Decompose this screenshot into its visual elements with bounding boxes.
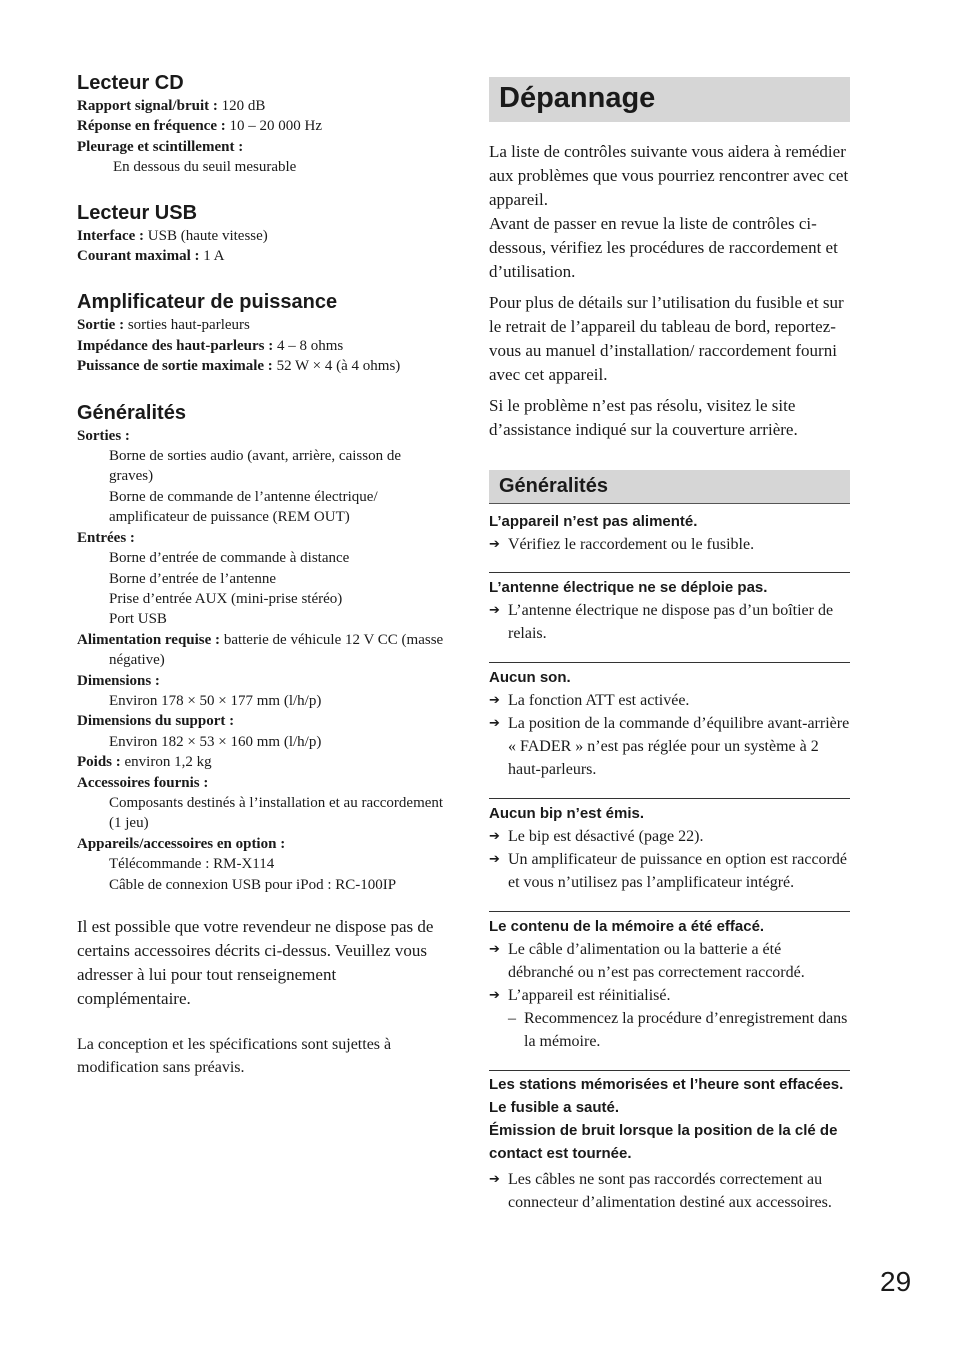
spec-label: Dimensions du support : bbox=[77, 713, 235, 730]
section-heading: Généralités bbox=[77, 401, 186, 424]
dash-bullet: – bbox=[508, 1010, 516, 1027]
troubleshooting-column bbox=[489, 77, 850, 1214]
section-header-general: Généralités bbox=[489, 470, 850, 504]
spec-label: Puissance de sortie maximale : bbox=[77, 358, 273, 375]
intro-paragraph: Si le problème n’est pas résolu, visitez le site d’assistance indiqué sur la couverture arrière. bbox=[489, 396, 798, 439]
solution-text: Le bip est désactivé (page 22). bbox=[508, 828, 704, 845]
design-change-note: La conception et les spécifications sont sujettes à modification sans préavis. bbox=[77, 1036, 392, 1076]
solution-text: Les câbles ne sont pas raccordés correctement au connecteur d’alimentation destiné aux accessoires. bbox=[508, 1171, 832, 1211]
spec-line bbox=[77, 752, 447, 772]
divider bbox=[489, 572, 850, 573]
section-heading: Amplificateur de puissance bbox=[77, 291, 338, 314]
spec-value: Télécommande : RM-X114 bbox=[109, 856, 275, 873]
spec-label: Poids : bbox=[77, 754, 121, 771]
arrow-icon: ➔ bbox=[489, 1172, 500, 1187]
problem-title: Aucun bip n’est émis. bbox=[489, 805, 645, 822]
solution-item bbox=[489, 1168, 850, 1214]
problem-title: Le fusible a sauté. bbox=[489, 1099, 620, 1116]
spec-value: Borne de sorties audio (avant, arrière, caisson de graves) bbox=[109, 448, 401, 485]
spec-label: Accessoires fournis : bbox=[77, 774, 209, 791]
section-heading: Lecteur CD bbox=[77, 72, 184, 94]
spec-label: Sorties : bbox=[77, 427, 130, 444]
problem-title: Les stations mémorisées et l’heure sont effacées. bbox=[489, 1076, 844, 1093]
problem-title: L’antenne électrique ne se déploie pas. bbox=[489, 579, 768, 596]
arrow-icon: ➔ bbox=[489, 852, 500, 867]
problem-block bbox=[489, 510, 850, 556]
solution-text: Vérifiez le raccordement ou le fusible. bbox=[508, 536, 755, 553]
arrow-icon: ➔ bbox=[489, 537, 500, 552]
spec-label: Alimentation requise : bbox=[77, 631, 221, 648]
solution-item bbox=[489, 533, 850, 556]
spec-label: Pleurage et scintillement : bbox=[77, 138, 244, 155]
spec-line bbox=[77, 137, 447, 157]
intro bbox=[489, 140, 850, 442]
spec-value: Port USB bbox=[109, 611, 167, 628]
spec-line bbox=[77, 226, 447, 246]
spec-label: Interface : bbox=[77, 227, 145, 244]
spec-value: 52 W × 4 (à 4 ohms) bbox=[276, 358, 401, 375]
spec-label: Appareils/accessoires en option : bbox=[77, 835, 286, 852]
solution-text: Un amplificateur de puissance en option est raccordé et vous n’utilisez pas l’amplificateur intégré. bbox=[508, 851, 847, 891]
intro-paragraph: La liste de contrôles suivante vous aidera à remédier aux problèmes que vous pourriez rencontrer avec cet appareil. bbox=[489, 142, 849, 209]
spec-value: 120 dB bbox=[221, 98, 266, 114]
dealer-note: Il est possible que votre revendeur ne dispose pas de certains accessoires décrits ci-dessus. Veuillez vous adresser à lui pour tout renseignement complémentaire. bbox=[77, 917, 434, 1008]
spec-value: 4 – 8 ohms bbox=[277, 337, 344, 354]
spec-label: Entrées : bbox=[77, 529, 135, 546]
solution-item bbox=[489, 848, 850, 894]
spec-value: En dessous du seuil mesurable bbox=[113, 159, 297, 176]
spec-label: Impédance des haut-parleurs : bbox=[77, 337, 274, 354]
general-specs-section bbox=[77, 400, 447, 895]
spec-value: 10 – 20 000 Hz bbox=[229, 118, 322, 135]
spec-label: Dimensions : bbox=[77, 672, 160, 689]
solution-item bbox=[489, 689, 850, 712]
page-number: 29 bbox=[880, 1266, 912, 1297]
spec-label: Réponse en fréquence : bbox=[77, 118, 226, 135]
problem-title: L’appareil n’est pas alimenté. bbox=[489, 513, 698, 530]
divider bbox=[489, 798, 850, 799]
spec-value: environ 1,2 kg bbox=[124, 754, 212, 771]
spec-value: Borne d’entrée de l’antenne bbox=[109, 570, 276, 587]
problem-block bbox=[489, 802, 850, 894]
problem-block bbox=[489, 666, 850, 781]
sub-solution-item bbox=[489, 1007, 850, 1053]
divider bbox=[489, 1070, 850, 1071]
spec-value: batterie de véhicule 12 V CC (masse négative) bbox=[109, 631, 444, 669]
divider bbox=[489, 911, 850, 912]
spec-line bbox=[77, 315, 447, 335]
spec-value: sorties haut-parleurs bbox=[127, 317, 250, 334]
spec-value: Composants destinés à l’installation et au raccordement (1 jeu) bbox=[109, 794, 444, 832]
spec-value: Borne d’entrée de commande à distance bbox=[109, 550, 350, 567]
arrow-icon: ➔ bbox=[489, 829, 500, 844]
intro-paragraph: Pour plus de détails sur l’utilisation du fusible et sur le retrait de l’appareil du tableau de bord, reportez-vous au manuel d’installation/ raccordement fourni avec cet appareil. bbox=[489, 293, 844, 384]
problem-block bbox=[489, 576, 850, 645]
problem-title: Le contenu de la mémoire a été effacé. bbox=[489, 918, 765, 935]
spec-value: 1 A bbox=[203, 248, 225, 265]
spec-line bbox=[77, 356, 447, 376]
problem-block bbox=[489, 915, 850, 1053]
spec-value: Borne de commande de l’antenne électrique/ amplificateur de puissance (REM OUT) bbox=[109, 488, 378, 526]
spec-value: USB (haute vitesse) bbox=[147, 227, 268, 244]
problem-title: Aucun son. bbox=[489, 669, 571, 686]
spec-value: Prise d’entrée AUX (mini-prise stéréo) bbox=[109, 590, 343, 607]
page-title: Dépannage bbox=[489, 77, 850, 122]
spec-line bbox=[77, 246, 447, 266]
arrow-icon: ➔ bbox=[489, 942, 500, 957]
spec-label: Sortie : bbox=[77, 317, 125, 334]
solution-text: La fonction ATT est activée. bbox=[508, 692, 690, 709]
cd-player-section bbox=[77, 70, 447, 178]
spec-value: Environ 178 × 50 × 177 mm (l/h/p) bbox=[109, 692, 322, 709]
solution-item bbox=[489, 938, 850, 984]
specifications-column bbox=[77, 70, 447, 1079]
arrow-icon: ➔ bbox=[489, 693, 500, 708]
arrow-icon: ➔ bbox=[489, 988, 500, 1003]
solution-item bbox=[489, 825, 850, 848]
spec-line bbox=[77, 96, 447, 116]
solution-text: Le câble d’alimentation ou la batterie a été débranché ou n’est pas correctement raccordé. bbox=[508, 941, 805, 981]
solution-item bbox=[489, 984, 850, 1007]
amplifier-section bbox=[77, 289, 447, 376]
spec-value: Câble de connexion USB pour iPod : RC-100IP bbox=[109, 876, 397, 893]
solution-text: L’antenne électrique ne dispose pas d’un boîtier de relais. bbox=[508, 602, 834, 642]
solution-text: Recommencez la procédure d’enregistrement dans la mémoire. bbox=[524, 1010, 848, 1050]
solution-text: L’appareil est réinitialisé. bbox=[508, 987, 671, 1004]
intro-paragraph: Avant de passer en revue la liste de contrôles ci-dessous, vérifiez les procédures de raccordement et d’utilisation. bbox=[489, 214, 838, 281]
arrow-icon: ➔ bbox=[489, 716, 500, 731]
arrow-icon: ➔ bbox=[489, 603, 500, 618]
spec-value: Environ 182 × 53 × 160 mm (l/h/p) bbox=[109, 733, 322, 750]
problem-title: Émission de bruit lorsque la position de la clé de contact est tournée. bbox=[489, 1122, 838, 1162]
spec-label: Courant maximal : bbox=[77, 248, 200, 265]
divider bbox=[489, 662, 850, 663]
spec-line bbox=[77, 116, 447, 136]
usb-player-section bbox=[77, 200, 447, 267]
spec-line bbox=[77, 336, 447, 356]
section-heading: Lecteur USB bbox=[77, 201, 198, 224]
solution-item bbox=[489, 599, 850, 645]
spec-line bbox=[77, 630, 447, 671]
spec-label: Rapport signal/bruit : bbox=[77, 98, 218, 114]
problem-block bbox=[489, 1073, 850, 1214]
solution-item bbox=[489, 712, 850, 781]
solution-text: La position de la commande d’équilibre avant-arrière « FADER » n’est pas réglée pour un système à 2 haut-parleurs. bbox=[508, 715, 850, 778]
